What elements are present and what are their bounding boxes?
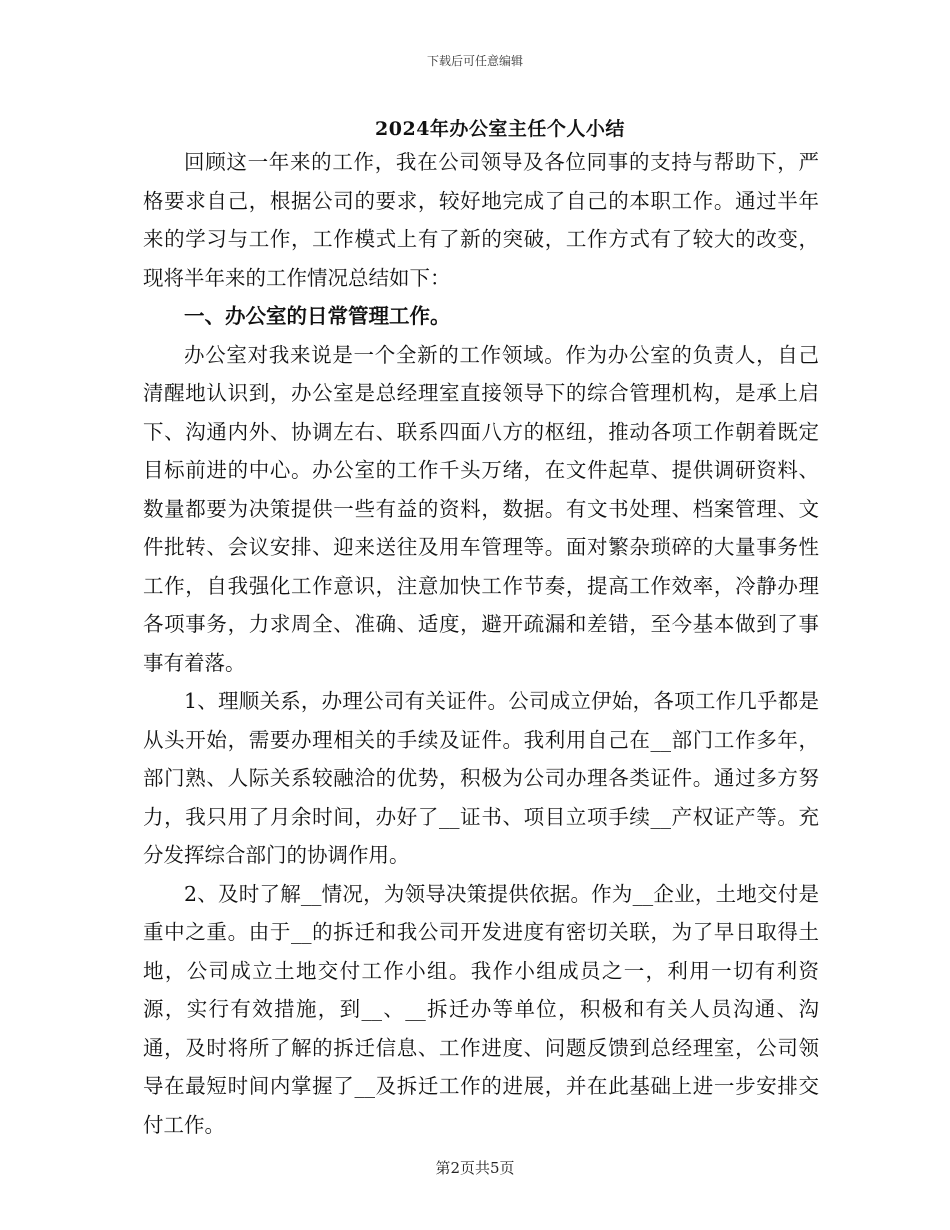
page-header-note: 下载后可任意编辑 (426, 54, 523, 68)
section-heading: 一、办公室的日常管理工作。 (184, 304, 451, 328)
item-1-paragraph: 1、理顺关系，办理公司有关证件。公司成立伊始，各项工作几乎都是从头开始，需要办理相关的手续及证件。我利用自己在__部门工作多年，部门熟、人际关系较融洽的优势，积极为公司办理各类证件。通过多方努力，我只用了月余时间，办好了__证书、项目立项手续__产权证产等。充分发挥综合部门的协调作用。 (143, 689, 819, 867)
page-number: 第2页共5页 (435, 1159, 515, 1177)
intro-paragraph: 回顾这一年来的工作，我在公司领导及各位同事的支持与帮助下，严格要求自己，根据公司的要求，较好地完成了自己的本职工作。通过半年来的学习与工作，工作模式上有了新的突破，工作方式有了较大的改变，现将半年来的工作情况总结如下： (143, 150, 819, 290)
document-title: 2024年办公室主任个人小结 (375, 118, 625, 140)
section-paragraph: 办公室对我来说是一个全新的工作领域。作为办公室的负责人，自己清醒地认识到，办公室是总经理室直接领导下的综合管理机构，是承上启下、沟通内外、协调左右、联系四面八方的枢纽，推动各项工作朝着既定目标前进的中心。办公室的工作千头万绪，在文件起草、提供调研资料、数量都要为决策提供一些有益的资料，数据。有文书处理、档案管理、文件批转、会议安排、迎来送往及用车管理等。面对繁杂琐碎的大量事务性工作，自我强化工作意识，注意加快工作节奏，提高工作效率，冷静办理各项事务，力求周全、准确、适度，避开疏漏和差错，至今基本做到了事事有着落。 (143, 342, 819, 675)
document-body (143, 143, 819, 1144)
item-2-paragraph: 2、及时了解__情况，为领导决策提供依据。作为__企业，土地交付是重中之重。由于__的拆迁和我公司开发进度有密切关联，为了早日取得土地，公司成立土地交付工作小组。我作小组成员之一，利用一切有利资源，实行有效措施，到__、__拆迁办等单位，积极和有关人员沟通、沟通，及时将所了解的拆迁信息、工作进度、问题反馈到总经理室，公司领导在最短时间内掌握了__及拆迁工作的进展，并在此基础上进一步安排交付工作。 (143, 881, 819, 1137)
